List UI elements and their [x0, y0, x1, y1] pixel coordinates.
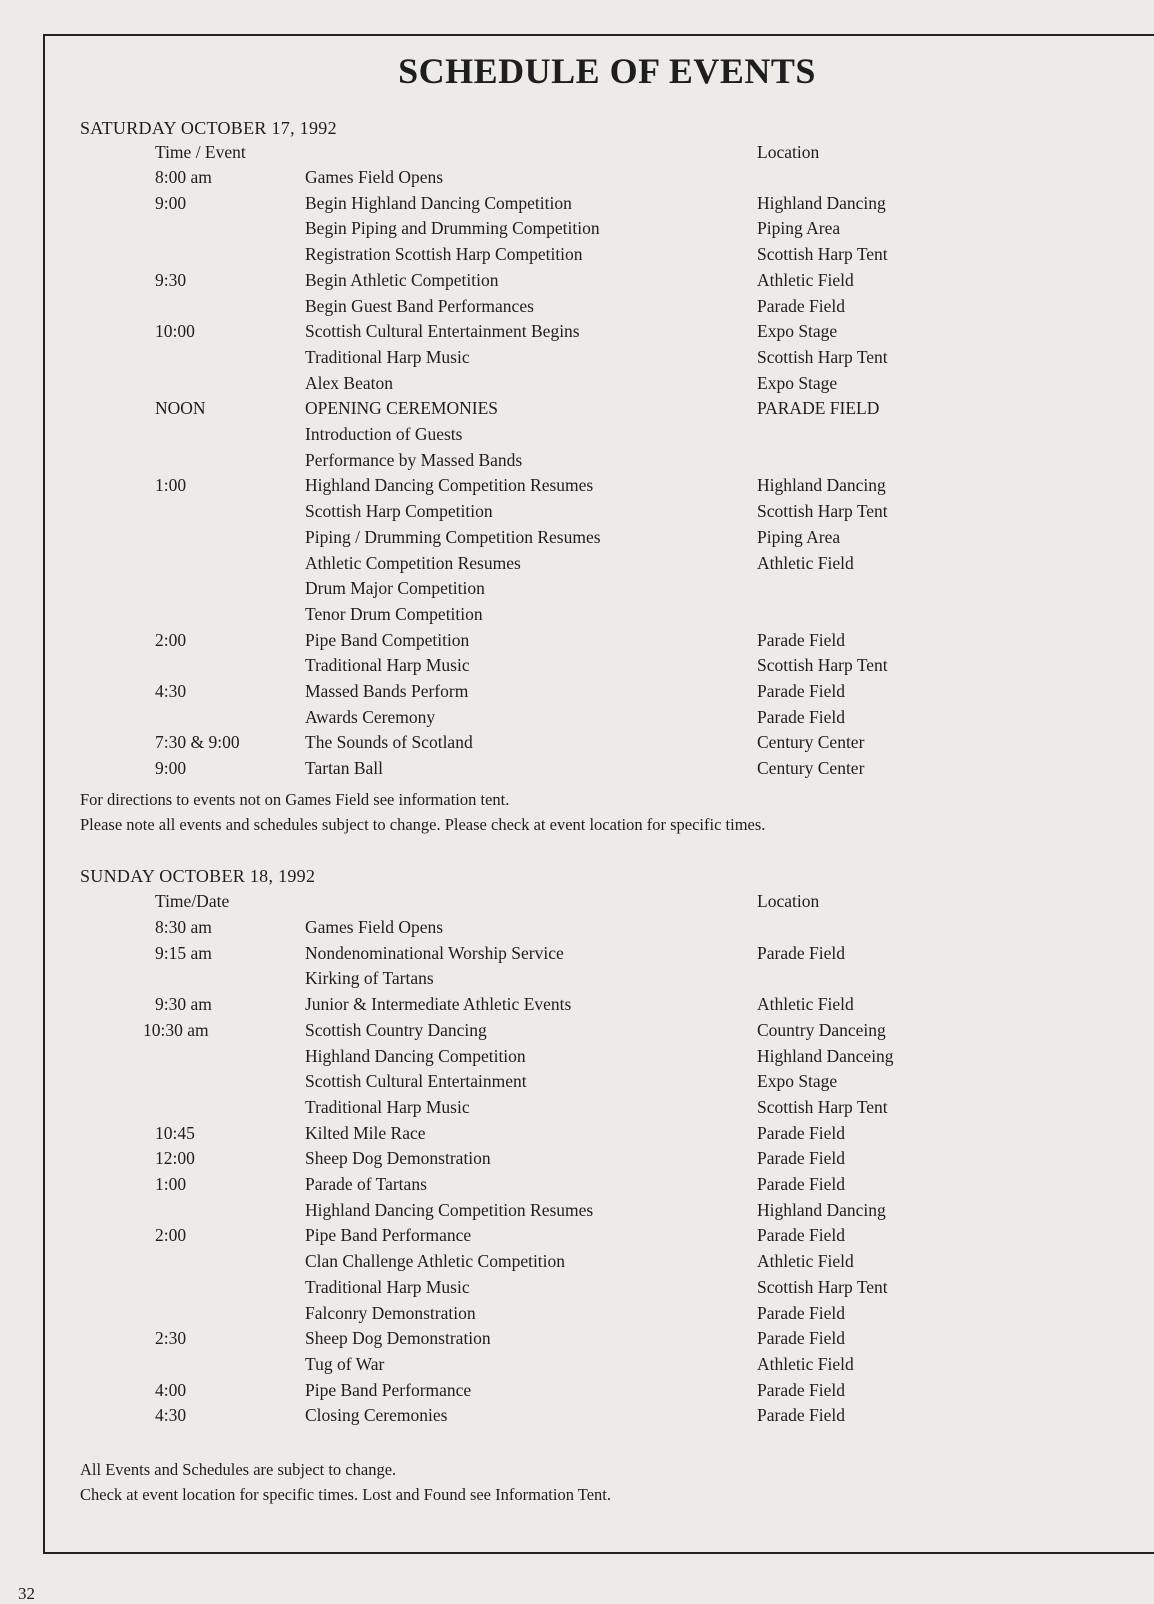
row-time: 4:00: [155, 1379, 187, 1400]
row-event: Kirking of Tartans: [305, 968, 434, 989]
row-time: 9:00: [155, 758, 187, 779]
row-event: Tenor Drum Competition: [305, 603, 483, 624]
row-location: Highland Dancing: [757, 475, 886, 496]
page-number: 32: [18, 1584, 35, 1603]
schedule-row: [0, 1123, 1154, 1148]
row-location: Parade Field: [757, 1379, 845, 1400]
schedule-row: [0, 578, 1154, 603]
row-time: 10:30 am: [143, 1019, 209, 1040]
row-event: Kilted Mile Race: [305, 1122, 426, 1143]
schedule-row: [0, 630, 1154, 655]
sunday-heading: SUNDAY OCTOBER 18, 1992: [80, 866, 316, 886]
row-event: Pipe Band Performance: [305, 1379, 472, 1400]
row-location: Parade Field: [757, 1225, 845, 1246]
row-location: Scottish Harp Tent: [757, 1276, 888, 1297]
row-event: Awards Ceremony: [305, 706, 436, 727]
row-location: Athletic Field: [757, 269, 854, 290]
schedule-row: [0, 1097, 1154, 1122]
schedule-row: [0, 424, 1154, 449]
schedule-row: [0, 943, 1154, 968]
row-time: 8:30 am: [155, 917, 212, 937]
row-event: Scottish Country Dancing: [305, 1019, 487, 1040]
schedule-row: [0, 758, 1154, 783]
row-event: Traditional Harp Music: [305, 346, 470, 367]
schedule-row: [0, 167, 1154, 192]
row-event: Performance by Massed Bands: [305, 449, 523, 470]
row-event: Scottish Cultural Entertainment Begins: [305, 321, 580, 342]
row-event: Begin Athletic Competition: [305, 269, 499, 290]
schedule-row: [0, 968, 1154, 993]
schedule-row: [0, 1303, 1154, 1328]
sunday-column-headers: [0, 891, 1154, 916]
row-location: Century Center: [757, 732, 865, 753]
schedule-row: [0, 501, 1154, 526]
saturday-note-directions: For directions to events not on Games Field see information tent.: [80, 790, 510, 809]
sunday-note-lost-found: Check at event location for specific times. Lost and Found see Information Tent.: [80, 1485, 611, 1504]
row-time: 9:00: [155, 192, 187, 213]
saturday-location-header: Location: [757, 142, 820, 162]
row-event: Games Field Opens: [305, 167, 444, 187]
schedule-row: [0, 1071, 1154, 1096]
row-event: Begin Guest Band Performances: [305, 295, 534, 316]
row-location: Piping Area: [757, 218, 841, 239]
row-event: Pipe Band Competition: [305, 629, 470, 650]
schedule-row: [0, 244, 1154, 269]
row-event: Begin Highland Dancing Competition: [305, 192, 572, 213]
row-location: Scottish Harp Tent: [757, 1096, 888, 1117]
schedule-row: [0, 1380, 1154, 1405]
row-event: The Sounds of Scotland: [305, 732, 473, 753]
row-location: Parade Field: [757, 942, 845, 963]
row-event: Parade of Tartans: [305, 1174, 427, 1194]
row-location: Piping Area: [757, 526, 841, 547]
row-location: Country Danceing: [757, 1019, 886, 1040]
schedule-row: [0, 218, 1154, 243]
row-event: Tartan Ball: [305, 758, 383, 779]
schedule-row: [0, 732, 1154, 757]
row-location: Parade Field: [757, 1148, 845, 1169]
row-event: Traditional Harp Music: [305, 1276, 470, 1297]
row-event: Begin Piping and Drumming Competition: [305, 218, 600, 239]
row-location: Parade Field: [757, 1122, 845, 1143]
row-event: Massed Bands Perform: [305, 681, 469, 701]
schedule-row: [0, 193, 1154, 218]
row-location: Athletic Field: [757, 994, 854, 1015]
row-location: Scottish Harp Tent: [757, 501, 888, 522]
row-location: Athletic Field: [757, 1353, 854, 1374]
schedule-row: [0, 347, 1154, 372]
row-event: Highland Dancing Competition Resumes: [305, 475, 594, 496]
row-location: Athletic Field: [757, 552, 854, 573]
row-location: Parade Field: [757, 1174, 845, 1194]
schedule-row: [0, 475, 1154, 500]
row-event: Falconry Demonstration: [305, 1302, 476, 1323]
row-event: Junior & Intermediate Athletic Events: [305, 994, 572, 1015]
row-location: Parade Field: [757, 1328, 845, 1349]
row-event: Alex Beaton: [305, 372, 393, 393]
row-event: Highland Dancing Competition: [305, 1045, 526, 1066]
row-time: 9:30: [155, 269, 187, 290]
saturday-column-headers: [0, 142, 1154, 167]
row-time: 7:30 & 9:00: [155, 732, 240, 753]
row-location: Parade Field: [757, 706, 845, 727]
schedule-row: [0, 1174, 1154, 1199]
row-time: 2:00: [155, 1225, 187, 1246]
row-location: Highland Dancing: [757, 1199, 886, 1220]
row-event: Nondenominational Worship Service: [305, 942, 564, 963]
row-time: 1:00: [155, 475, 187, 496]
row-event: Closing Ceremonies: [305, 1405, 448, 1426]
schedule-row: [0, 1277, 1154, 1302]
row-location: Parade Field: [757, 1405, 845, 1426]
row-event: Traditional Harp Music: [305, 655, 470, 676]
saturday-time-header: Time / Event: [155, 142, 246, 162]
schedule-row: [0, 1020, 1154, 1045]
row-location: Century Center: [757, 758, 865, 779]
schedule-row: [0, 604, 1154, 629]
schedule-row: [0, 527, 1154, 552]
row-location: Scottish Harp Tent: [757, 244, 888, 265]
row-time: 4:30: [155, 681, 187, 701]
row-event: Scottish Harp Competition: [305, 501, 493, 522]
row-time: 9:15 am: [155, 942, 212, 963]
schedule-row: [0, 1328, 1154, 1353]
row-time: 8:00 am: [155, 167, 212, 187]
row-location: Expo Stage: [757, 1071, 838, 1092]
row-event: Games Field Opens: [305, 917, 444, 937]
row-location: Highland Dancing: [757, 192, 886, 213]
schedule-row: [0, 707, 1154, 732]
row-location: Scottish Harp Tent: [757, 655, 888, 676]
saturday-heading: SATURDAY OCTOBER 17, 1992: [80, 118, 337, 138]
schedule-row: [0, 398, 1154, 423]
schedule-row: [0, 270, 1154, 295]
row-event: Clan Challenge Athletic Competition: [305, 1251, 566, 1272]
row-location: Expo Stage: [757, 321, 838, 342]
page-title: SCHEDULE OF EVENTS: [398, 51, 816, 91]
row-event: OPENING CEREMONIES: [305, 398, 498, 419]
schedule-row: [0, 1405, 1154, 1430]
row-event: Scottish Cultural Entertainment: [305, 1071, 527, 1092]
row-event: Athletic Competition Resumes: [305, 552, 521, 573]
row-event: Traditional Harp Music: [305, 1096, 470, 1117]
row-location: Parade Field: [757, 295, 845, 316]
row-time: 2:00: [155, 629, 187, 650]
schedule-row: [0, 1148, 1154, 1173]
row-location: Athletic Field: [757, 1251, 854, 1272]
row-location: Parade Field: [757, 629, 845, 650]
row-event: Tug of War: [305, 1353, 385, 1374]
schedule-row: [0, 321, 1154, 346]
row-location: Parade Field: [757, 1302, 845, 1323]
row-time: 1:00: [155, 1174, 187, 1194]
row-location: Parade Field: [757, 681, 845, 701]
schedule-row: [0, 681, 1154, 706]
saturday-note-changes: Please note all events and schedules subject to change. Please check at event location for specific times.: [80, 815, 766, 834]
row-location: PARADE FIELD: [757, 398, 880, 419]
row-time: 10:00: [155, 321, 195, 342]
row-location: Expo Stage: [757, 372, 838, 393]
row-time: 4:30: [155, 1405, 187, 1426]
schedule-row: [0, 1200, 1154, 1225]
schedule-row: [0, 373, 1154, 398]
schedule-row: [0, 917, 1154, 942]
row-time: 9:30 am: [155, 994, 212, 1015]
sunday-note-changes: All Events and Schedules are subject to change.: [80, 1460, 397, 1479]
row-event: Sheep Dog Demonstration: [305, 1328, 491, 1349]
row-event: Registration Scottish Harp Competition: [305, 244, 583, 265]
row-time: NOON: [155, 398, 206, 419]
row-event: Introduction of Guests: [305, 424, 463, 444]
row-event: Pipe Band Performance: [305, 1225, 472, 1246]
row-time: 12:00: [155, 1148, 195, 1169]
schedule-row: [0, 553, 1154, 578]
schedule-row: [0, 1354, 1154, 1379]
row-event: Piping / Drumming Competition Resumes: [305, 526, 601, 547]
schedule-row: [0, 1225, 1154, 1250]
row-location: Scottish Harp Tent: [757, 346, 888, 367]
row-event: Sheep Dog Demonstration: [305, 1148, 491, 1169]
schedule-row: [0, 994, 1154, 1019]
row-time: 2:30: [155, 1328, 187, 1349]
row-location: Highland Danceing: [757, 1045, 894, 1066]
schedule-row: [0, 450, 1154, 475]
row-event: Highland Dancing Competition Resumes: [305, 1199, 594, 1220]
schedule-row: [0, 296, 1154, 321]
sunday-location-header: Location: [757, 891, 820, 911]
schedule-row: [0, 1046, 1154, 1071]
schedule-row: [0, 655, 1154, 680]
row-event: Drum Major Competition: [305, 578, 485, 599]
row-time: 10:45: [155, 1122, 195, 1143]
sunday-time-header: Time/Date: [155, 891, 230, 911]
schedule-row: [0, 1251, 1154, 1276]
